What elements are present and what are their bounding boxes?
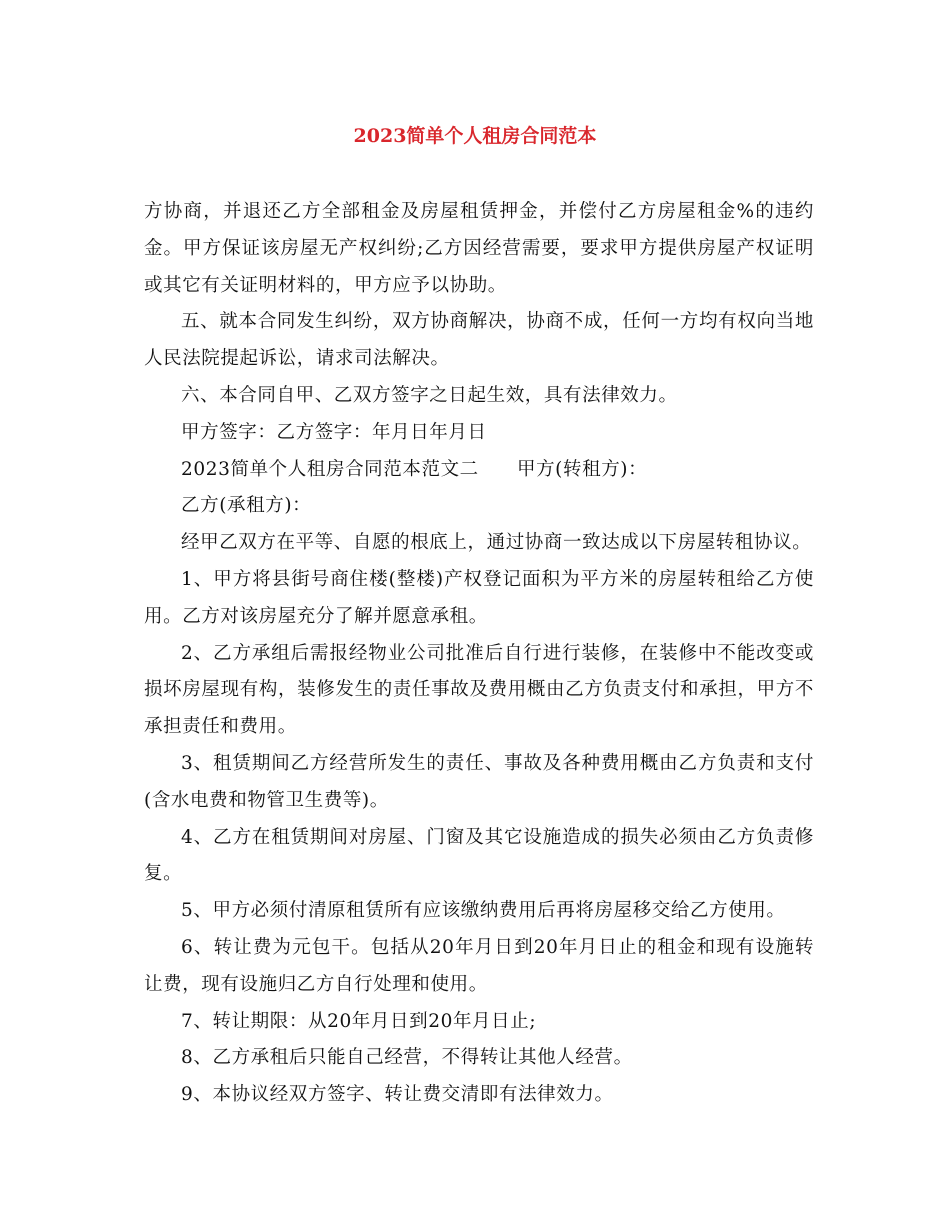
paragraph-item-9: 9、本协议经双方签字、转让费交清即有法律效力。	[181, 1084, 614, 1106]
paragraph-item-4: 4、乙方在租赁期间对房屋、门窗及其它设施造成的损失必须由乙方负责修复。	[144, 826, 814, 885]
paragraph-continuation: 方协商，并退还乙方全部租金及房屋租赁押金，并偿付乙方房屋租金%的违约金。甲方保证该房屋无产权纠纷;乙方因经营需要，要求甲方提供房屋产权证明或其它有关证明材料的，甲方应予以协助。	[144, 201, 814, 296]
paragraph-preamble: 经甲乙双方在平等、自愿的根底上，通过协商一致达成以下房屋转租协议。	[181, 532, 812, 554]
paragraph-party-b: 乙方(承租方)：	[181, 495, 312, 517]
paragraph-item-1: 1、甲方将县街号商住楼(整楼)产权登记面积为平方米的房屋转租给乙方使用。乙方对该房屋充分了解并愿意承租。	[144, 568, 814, 627]
paragraph-item-6: 6、转让费为元包干。包括从20年月日到20年月日止的租金和现有设施转让费，现有设施归乙方自行处理和使用。	[144, 936, 814, 995]
paragraph-item-8: 8、乙方承租后只能自己经营，不得转让其他人经营。	[181, 1047, 633, 1069]
paragraph-signatures: 甲方签字：乙方签字：年月日年月日	[181, 421, 487, 443]
paragraph-clause-6: 六、本合同自甲、乙双方签字之日起生效，具有法律效力。	[181, 384, 678, 406]
paragraph-item-3: 3、租赁期间乙方经营所发生的责任、事故及各种费用概由乙方负责和支付(含水电费和物管卫生费等)。	[144, 752, 814, 811]
document-body	[144, 194, 814, 1114]
paragraph-sample-two-heading: 2023简单个人租房合同范本范文二 甲方(转租方)：	[181, 458, 648, 480]
paragraph-item-7: 7、转让期限：从20年月日到20年月日止;	[181, 1010, 537, 1032]
paragraph-clause-5: 五、就本合同发生纠纷，双方协商解决，协商不成，任何一方均有权向当地人民法院提起诉讼，请求司法解决。	[144, 311, 814, 370]
paragraph-item-2: 2、乙方承组后需报经物业公司批准后自行进行装修，在装修中不能改变或损坏房屋现有构，装修发生的责任事故及费用概由乙方负责支付和承担，甲方不承担责任和费用。	[144, 642, 814, 738]
paragraph-item-5: 5、甲方必须付清原租赁所有应该缴纳费用后再将房屋移交给乙方使用。	[181, 900, 786, 922]
document-title: 2023简单个人租房合同范本	[353, 125, 597, 147]
